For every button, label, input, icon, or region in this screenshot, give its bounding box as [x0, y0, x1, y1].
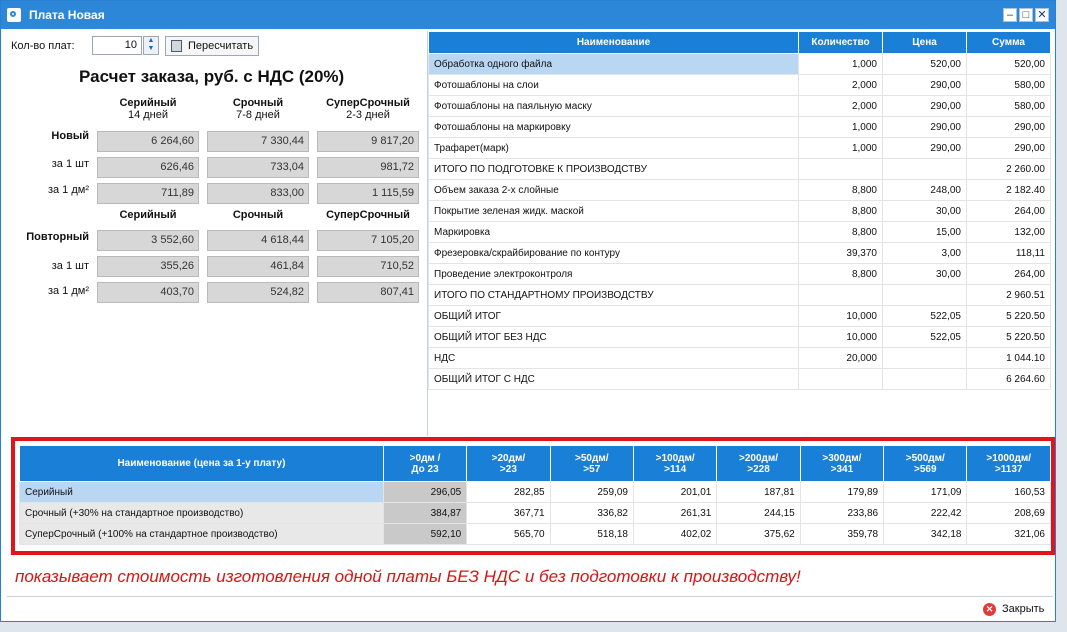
- price-cell: 336,82: [550, 503, 633, 524]
- column-header[interactable]: >1000дм/ >1137: [967, 446, 1051, 482]
- column-header[interactable]: >20дм/ >23: [467, 446, 550, 482]
- price-cell: 187,81: [717, 482, 800, 503]
- value-cell: 7 330,44: [207, 131, 309, 152]
- value-cell: 7 105,20: [317, 230, 419, 251]
- item-name-cell: Серийный: [20, 482, 384, 503]
- item-name-cell: Фотошаблоны на маркировку: [429, 117, 799, 138]
- value-cell: 1,000: [799, 117, 883, 138]
- value-cell: 290,00: [967, 117, 1051, 138]
- price-cell: 208,69: [967, 503, 1051, 524]
- row-label-new: Новый: [51, 130, 89, 142]
- value-cell: 2 182.40: [967, 180, 1051, 201]
- value-cell: 461,84: [207, 256, 309, 277]
- price-cell: 518,18: [550, 524, 633, 545]
- value-cell: 8,800: [799, 264, 883, 285]
- price-cell: 342,18: [884, 524, 967, 545]
- column-header[interactable]: >100дм/ >114: [633, 446, 716, 482]
- value-cell: 524,82: [207, 282, 309, 303]
- value-cell: 626,46: [97, 157, 199, 178]
- value-cell: 2 260.00: [967, 159, 1051, 180]
- value-cell: 355,26: [97, 256, 199, 277]
- value-cell: 1 044.10: [967, 348, 1051, 369]
- value-cell: 522,05: [883, 306, 967, 327]
- price-cell: 261,31: [633, 503, 716, 524]
- value-cell: 30,00: [883, 201, 967, 222]
- recalc-label: Пересчитать: [188, 40, 254, 52]
- qty-input[interactable]: 10: [92, 36, 142, 55]
- value-cell: 710,52: [317, 256, 419, 277]
- item-name-cell: ИТОГО ПО СТАНДАРТНОМУ ПРОИЗВОДСТВУ: [429, 285, 799, 306]
- value-cell: 15,00: [883, 222, 967, 243]
- price-cell: 321,06: [967, 524, 1051, 545]
- row-label-per-dm2-repeat: за 1 дм²: [47, 285, 89, 297]
- background-strip: [1056, 0, 1067, 632]
- value-cell: 290,00: [967, 138, 1051, 159]
- calculator-icon: [171, 40, 182, 52]
- item-name-cell: Покрытие зеленая жидк. маской: [429, 201, 799, 222]
- background-bottom: [0, 622, 1067, 632]
- price-cell: 565,70: [467, 524, 550, 545]
- column-header[interactable]: Цена: [883, 32, 967, 54]
- column-header[interactable]: Количество: [799, 32, 883, 54]
- value-cell: 6 264.60: [967, 369, 1051, 390]
- table-row[interactable]: [429, 180, 1051, 201]
- value-cell: 39,370: [799, 243, 883, 264]
- value-cell: 10,000: [799, 306, 883, 327]
- value-cell: [883, 369, 967, 390]
- table-row[interactable]: [429, 243, 1051, 264]
- cost-breakdown-table: [428, 31, 1051, 390]
- table-row[interactable]: [429, 348, 1051, 369]
- value-cell: 30,00: [883, 264, 967, 285]
- value-cell: 5 220.50: [967, 306, 1051, 327]
- row-label-per-dm2: за 1 дм²: [47, 184, 89, 196]
- column-header[interactable]: Наименование: [429, 32, 799, 54]
- value-cell: 3,00: [883, 243, 967, 264]
- col-header-serial-repeat: Серийный: [119, 209, 177, 221]
- price-cell: 282,85: [467, 482, 550, 503]
- value-cell: 833,00: [207, 183, 309, 204]
- col-header-urgent: Срочный 7-8 дней: [232, 97, 284, 121]
- value-cell: 3 552,60: [97, 230, 199, 251]
- close-label: Закрыть: [1002, 603, 1045, 615]
- item-name-cell: Проведение электроконтроля: [429, 264, 799, 285]
- value-cell: [883, 348, 967, 369]
- price-cell: 367,71: [467, 503, 550, 524]
- value-cell: 1,000: [799, 138, 883, 159]
- column-header[interactable]: Сумма: [967, 32, 1051, 54]
- item-name-cell: Фрезеровка/скрайбирование по контуру: [429, 243, 799, 264]
- value-cell: 981,72: [317, 157, 419, 178]
- app-icon: [7, 8, 21, 22]
- item-name-cell: Срочный (+30% на стандартное производство): [20, 503, 384, 524]
- item-name-cell: ОБЩИЙ ИТОГ: [429, 306, 799, 327]
- value-cell: 1,000: [799, 54, 883, 75]
- price-cell: 244,15: [717, 503, 800, 524]
- highlight-frame: [11, 437, 1055, 555]
- item-name-cell: ИТОГО ПО ПОДГОТОВКЕ К ПРОИЗВОДСТВУ: [429, 159, 799, 180]
- value-cell: 8,800: [799, 222, 883, 243]
- table-row[interactable]: [429, 117, 1051, 138]
- value-cell: 290,00: [883, 138, 967, 159]
- col-header-urgent-repeat: Срочный: [232, 209, 284, 221]
- column-header[interactable]: >300дм/ >341: [800, 446, 883, 482]
- unit-price-table: [19, 445, 1051, 545]
- spin-down-icon[interactable]: ▼: [147, 45, 155, 52]
- price-cell: 160,53: [967, 482, 1051, 503]
- value-cell: 9 817,20: [317, 131, 419, 152]
- recalc-button[interactable]: [165, 36, 259, 56]
- column-header[interactable]: >0дм / До 23: [383, 446, 466, 482]
- table-row[interactable]: [429, 369, 1051, 390]
- price-cell: 179,89: [800, 482, 883, 503]
- value-cell: 733,04: [207, 157, 309, 178]
- value-cell: 10,000: [799, 327, 883, 348]
- col-header-superurgent-repeat: СуперСрочный: [326, 209, 410, 221]
- column-header[interactable]: >500дм/ >569: [884, 446, 967, 482]
- note-text: показывает стоимость изготовления одной платы БЕЗ НДС и без подготовки к производству!: [15, 567, 801, 586]
- value-cell: 8,800: [799, 201, 883, 222]
- price-cell: 233,86: [800, 503, 883, 524]
- title-bar[interactable]: [1, 1, 1055, 29]
- item-name-cell: Фотошаблоны на слои: [429, 75, 799, 96]
- value-cell: 248,00: [883, 180, 967, 201]
- price-cell: 259,09: [550, 482, 633, 503]
- table-row[interactable]: [20, 524, 1051, 545]
- value-cell: 580,00: [967, 96, 1051, 117]
- value-cell: 290,00: [883, 117, 967, 138]
- table-row[interactable]: [429, 285, 1051, 306]
- price-cell: 222,42: [884, 503, 967, 524]
- table-row[interactable]: [429, 159, 1051, 180]
- value-cell: 6 264,60: [97, 131, 199, 152]
- price-cell: 402,02: [633, 524, 716, 545]
- item-name-cell: Фотошаблоны на паяльную маску: [429, 96, 799, 117]
- close-icon: ✕: [983, 603, 996, 616]
- value-cell: 290,00: [883, 75, 967, 96]
- row-label-per-piece-repeat: за 1 шт: [51, 260, 89, 272]
- qty-label: Кол-во плат:: [11, 40, 75, 52]
- table-row[interactable]: [429, 75, 1051, 96]
- value-cell: 711,89: [97, 183, 199, 204]
- window-title: Плата Новая: [29, 8, 105, 22]
- column-header[interactable]: Наименование (цена за 1-у плату): [20, 446, 384, 482]
- minimize-button[interactable]: –: [1003, 8, 1017, 22]
- value-cell: [883, 285, 967, 306]
- value-cell: 118,11: [967, 243, 1051, 264]
- item-name-cell: ОБЩИЙ ИТОГ БЕЗ НДС: [429, 327, 799, 348]
- col-header-serial: Серийный 14 дней: [119, 97, 177, 121]
- footer-separator: [7, 596, 1053, 597]
- value-cell: 8,800: [799, 180, 883, 201]
- value-cell: 2,000: [799, 96, 883, 117]
- value-cell: 807,41: [317, 282, 419, 303]
- item-name-cell: СуперСрочный (+100% на стандартное производство): [20, 524, 384, 545]
- price-cell: 592,10: [383, 524, 466, 545]
- item-name-cell: Обработка одного файла: [429, 54, 799, 75]
- value-cell: [799, 285, 883, 306]
- price-cell: 359,78: [800, 524, 883, 545]
- value-cell: 5 220.50: [967, 327, 1051, 348]
- value-cell: 522,05: [883, 327, 967, 348]
- value-cell: 4 618,44: [207, 230, 309, 251]
- item-name-cell: Трафарет(марк): [429, 138, 799, 159]
- value-cell: 2,000: [799, 75, 883, 96]
- value-cell: [799, 159, 883, 180]
- table-row[interactable]: [429, 222, 1051, 243]
- value-cell: [799, 369, 883, 390]
- column-header[interactable]: >50дм/ >57: [550, 446, 633, 482]
- item-name-cell: ОБЩИЙ ИТОГ С НДС: [429, 369, 799, 390]
- value-cell: 264,00: [967, 264, 1051, 285]
- value-cell: 403,70: [97, 282, 199, 303]
- close-window-button[interactable]: ✕: [1035, 8, 1049, 22]
- value-cell: 580,00: [967, 75, 1051, 96]
- spin-up-icon[interactable]: ▲: [147, 37, 155, 44]
- price-cell: 384,87: [383, 503, 466, 524]
- row-label-per-piece: за 1 шт: [51, 158, 89, 170]
- item-name-cell: Маркировка: [429, 222, 799, 243]
- table-row[interactable]: [429, 306, 1051, 327]
- item-name-cell: Объем заказа 2-х слойные: [429, 180, 799, 201]
- row-label-repeat: Повторный: [26, 231, 89, 243]
- table-row[interactable]: [429, 201, 1051, 222]
- price-cell: 201,01: [633, 482, 716, 503]
- value-cell: 2 960.51: [967, 285, 1051, 306]
- table-row[interactable]: [429, 327, 1051, 348]
- price-cell: 375,62: [717, 524, 800, 545]
- table-row[interactable]: [429, 54, 1051, 75]
- column-header[interactable]: >200дм/ >228: [717, 446, 800, 482]
- table-row[interactable]: [429, 138, 1051, 159]
- item-name-cell: НДС: [429, 348, 799, 369]
- table-row[interactable]: [429, 264, 1051, 285]
- order-calc-panel: [7, 31, 427, 436]
- price-cell: 296,05: [383, 482, 466, 503]
- col-header-superurgent: СуперСрочный 2-3 дней: [326, 97, 410, 121]
- value-cell: [883, 159, 967, 180]
- value-cell: 290,00: [883, 96, 967, 117]
- table-row[interactable]: [429, 96, 1051, 117]
- value-cell: 20,000: [799, 348, 883, 369]
- table-row[interactable]: [20, 503, 1051, 524]
- close-button[interactable]: [983, 601, 1047, 619]
- price-cell: 171,09: [884, 482, 967, 503]
- maximize-button[interactable]: □: [1019, 8, 1033, 22]
- qty-spinner[interactable]: [143, 36, 159, 55]
- value-cell: 264,00: [967, 201, 1051, 222]
- table-row[interactable]: [20, 482, 1051, 503]
- value-cell: 132,00: [967, 222, 1051, 243]
- value-cell: 520,00: [967, 54, 1051, 75]
- calc-heading: Расчет заказа, руб. с НДС (20%): [79, 67, 345, 86]
- value-cell: 1 115,59: [317, 183, 419, 204]
- value-cell: 520,00: [883, 54, 967, 75]
